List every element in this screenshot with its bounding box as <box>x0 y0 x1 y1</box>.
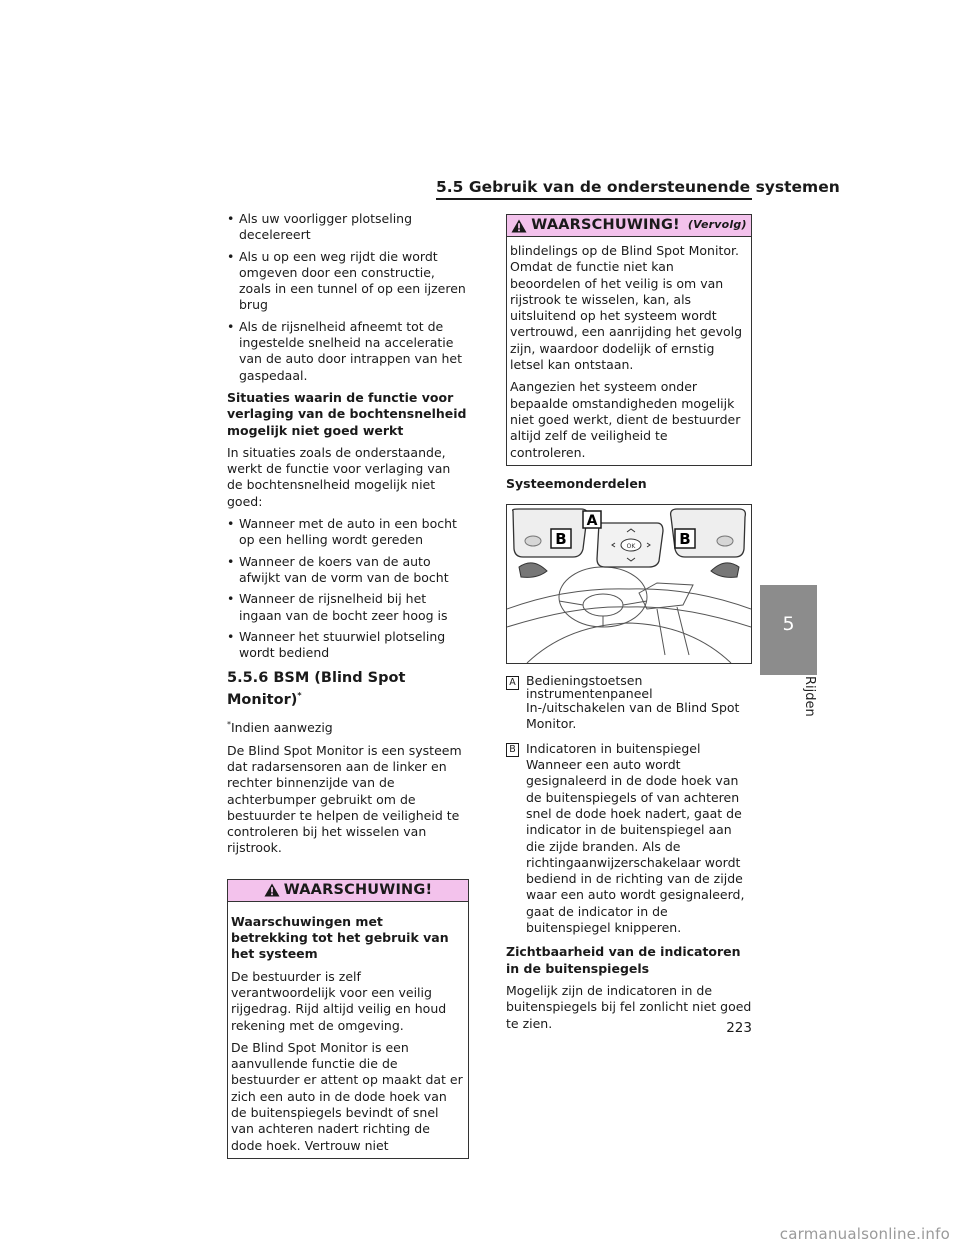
list-item: • Wanneer de koers van de auto afwijkt van de vorm van de bocht <box>227 554 469 587</box>
bullet-list-top <box>227 211 469 384</box>
footnote-text: Indien aanwezig <box>231 720 333 736</box>
warning-box <box>227 879 469 1159</box>
label-a <box>583 511 601 529</box>
list-item: • Wanneer de rijsnelheid bij het ingaan van de bocht zeer hoog is <box>227 591 469 624</box>
warning-continued-label: (Vervolg) <box>687 218 747 232</box>
warning-title: WAARSCHUWING! <box>531 217 680 234</box>
watermark: carmanualsonline.info <box>779 1225 950 1243</box>
warning-paragraph: De bestuurder is zelf verantwoordelijk voor een veilig rijgedrag. Rijd altijd veilig en houd rekening met de omgeving. <box>231 968 447 1033</box>
callout-b <box>506 741 752 945</box>
warning-title: WAARSCHUWING! <box>283 882 433 899</box>
footnote <box>227 717 469 736</box>
cockpit-illustration <box>507 505 751 663</box>
left-mirror <box>513 509 588 577</box>
steering-switch-panel <box>597 523 663 567</box>
warning-box-continued <box>506 214 752 466</box>
warning-triangle-icon <box>264 883 280 897</box>
svg-text:A: A <box>586 513 598 530</box>
svg-text:B: B <box>555 530 567 549</box>
warning-paragraph: Aangezien het systeem onder bepaalde omstandigheden mogelijk niet goed werkt, dient de bestuurder altijd zelf de veiligheid te controleren. <box>510 379 741 460</box>
warning-paragraph: blindelings op de Blind Spot Monitor. Omdat de functie niet kan beoordelen of het veilig is om van rijstrook te wisselen, kan, als uitsluitend op het systeem wordt vertrouwd, een aanrijding het gevolg zijn, waardoor dodelijk of ernstig letsel kan ontstaan. <box>510 243 743 373</box>
callout-desc: Wanneer een auto wordt gesignaleerd in de dode hoek van de buitenspiegels of van achteren snel de dode hoek nadert, gaat de indicator in de buitenspiegel aan die zijde branden. Als de richtingaanwijzerschakelaar wordt bediend in de richting van de zijde waar een auto wordt gesignaleerd, gaat de indicator in de buitenspiegel knipperen. <box>526 757 745 936</box>
label-b-left <box>551 529 571 548</box>
section-title <box>227 669 469 709</box>
list-item: • Wanneer met de auto in een bocht op een helling wordt gereden <box>227 516 469 549</box>
section-title-text: 5.5.6 BSM (Blind Spot Monitor) <box>227 670 406 709</box>
warning-paragraph: De Blind Spot Monitor is een aanvullende functie die de bestuurder er attent op maakt dat er zich een auto in de dode hoek van de buitenspiegels bevindt of snel van achteren nadert richting de dode hoek. Vertrouw niet <box>231 1039 463 1153</box>
components-heading: Systeemonderdelen <box>506 475 647 491</box>
warning-body <box>228 902 468 1158</box>
list-item: • Als u op een weg rijdt die wordt omgeven door een constructie, zoals in een tunnel of op een ijzeren brug <box>227 249 469 314</box>
svg-text:B: B <box>679 530 691 549</box>
subheading-curve-speed: Situaties waarin de functie voor verlaging van de bochtensnelheid mogelijk niet goed werkt <box>227 389 467 438</box>
callout-desc: In-/uitschakelen van de Blind Spot Monitor. <box>526 700 740 732</box>
list-item: • Als de rijsnelheid afneemt tot de ingestelde snelheid na acceleratie van de auto door intrappen van het gaspedaal. <box>227 319 469 384</box>
warning-triangle-icon <box>511 219 527 233</box>
left-column <box>227 211 469 1159</box>
chapter-tab <box>760 585 817 675</box>
callout-letter: A <box>506 676 519 690</box>
warning-header <box>228 880 468 902</box>
right-column <box>506 214 752 1038</box>
ok-label: OK <box>626 543 636 551</box>
list-item: • Wanneer het stuurwiel plotseling wordt bediend <box>227 629 469 662</box>
section-body: De Blind Spot Monitor is een systeem dat radarsensoren aan de linker en rechter binnenzijde van de achterbumper gebruikt om de bestuurder te helpen de veiligheid te controleren bij het wisselen van rijstrook. <box>227 742 462 856</box>
page-number: 223 <box>726 1020 752 1036</box>
header-rule <box>436 198 752 200</box>
list-item: • Als uw voorligger plotseling decelereert <box>227 211 469 244</box>
page-header-title: 5.5 Gebruik van de ondersteunende systemen <box>436 178 840 196</box>
warning-subheading: Waarschuwingen met betrekking tot het gebruik van het systeem <box>231 913 449 962</box>
callout-a <box>506 674 752 741</box>
chapter-label: Rijden <box>802 676 817 717</box>
callout-title: Bedieningstoetsen instrumentenpaneel <box>526 673 653 702</box>
callout-letter: B <box>506 743 519 757</box>
warning-body <box>507 237 751 465</box>
label-b-right <box>675 529 695 548</box>
chapter-number: 5 <box>782 613 795 635</box>
intro-text: In situaties zoals de onderstaande, werkt de functie voor verlaging van de bochtensnelheid mogelijk niet goed: <box>227 444 451 509</box>
callout-body <box>526 741 752 945</box>
section-asterisk: * <box>297 691 302 701</box>
callout-title: Indicatoren in buitenspiegel <box>526 740 701 756</box>
visibility-body: Mogelijk zijn de indicatoren in de buitenspiegels bij fel zonlicht niet goed te zien. <box>506 982 752 1031</box>
warning-header <box>507 215 751 237</box>
visibility-heading: Zichtbaarheid van de indicatoren in de buitenspiegels <box>506 944 741 976</box>
callout-body <box>526 674 752 741</box>
bullet-list-bottom <box>227 516 469 661</box>
footnote-asterisk: * <box>227 720 231 730</box>
cockpit-figure <box>506 504 752 664</box>
